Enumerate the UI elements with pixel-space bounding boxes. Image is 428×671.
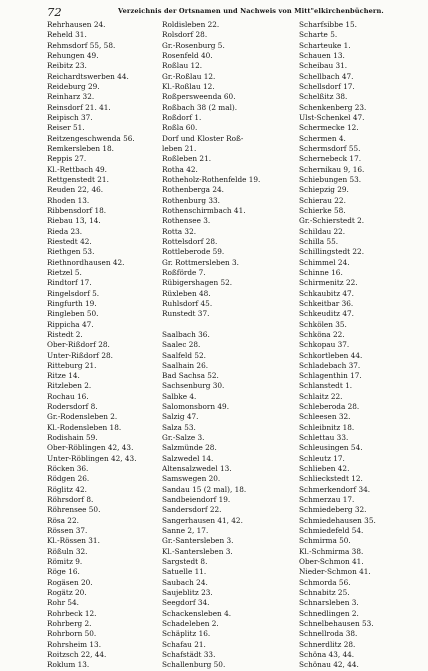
index-entry: Kl.-Schmirma 38. xyxy=(299,546,364,556)
index-entry: Rindtorf 17. xyxy=(47,278,92,288)
index-entry: Rohrberg 2. xyxy=(47,619,92,629)
index-entry: Schlettau 33. xyxy=(299,433,349,443)
index-entry: Rottleberode 59. xyxy=(162,247,225,257)
index-entry: Rippicha 47. xyxy=(47,319,94,329)
index-entry: Sandau 15 (2 mal), 18. xyxy=(162,484,247,494)
index-entry: Schillingstedt 22. xyxy=(299,247,365,257)
index-entry: Rettgenstedt 21. xyxy=(47,174,109,184)
index-entry: Rehungen 49. xyxy=(47,50,99,60)
index-entry: Rolsdorf 28. xyxy=(162,30,208,40)
index-entry: Schlieckstedt 12. xyxy=(299,474,363,484)
index-entry: Rhoden 13. xyxy=(47,195,90,205)
index-entry: Ristedt 2. xyxy=(47,329,83,339)
index-entry: Schnellroda 38. xyxy=(299,629,358,639)
index-entry: Schermen 4. xyxy=(299,133,346,143)
index-entry: Röge 16. xyxy=(47,567,80,577)
index-entry: Rogäsen 20. xyxy=(47,577,93,587)
index-entry: Schöna 43, 44. xyxy=(299,650,355,660)
index-entry: Kl.-Santersleben 3. xyxy=(162,546,233,556)
index-entry: Salomonsborn 49. xyxy=(162,402,230,412)
index-entry: Ober-Röblingen 42, 43. xyxy=(47,443,134,453)
index-entry: Schernikau 9, 16. xyxy=(299,164,365,174)
index-entry: Rotheholz-Rothenfelde 19. xyxy=(162,174,261,184)
index-entry: Schköna 22. xyxy=(299,329,345,339)
index-entry: Rübigershagen 52. xyxy=(162,278,233,288)
index-entry: Schildau 22. xyxy=(299,226,346,236)
index-entry: Kl.-Roßlau 12. xyxy=(162,81,215,91)
index-entry: Ritze 14. xyxy=(47,371,80,381)
index-entry: Schelßitz 38. xyxy=(299,92,348,102)
index-entry: Saubach 24. xyxy=(162,577,208,587)
index-columns xyxy=(47,20,399,670)
index-entry: Schleesen 32. xyxy=(299,412,351,422)
index-column-2 xyxy=(162,20,287,671)
index-entry: Schleutz 17. xyxy=(299,453,345,463)
index-entry: Rösa 22. xyxy=(47,515,79,525)
index-entry: Reichardtswerben 44. xyxy=(47,71,129,81)
index-entry: Ribbensdorf 18. xyxy=(47,205,107,215)
index-entry: Schmerkendorf 34. xyxy=(299,484,371,494)
index-entry: Satuelle 11. xyxy=(162,567,207,577)
index-entry: Reitzengeschwenda 56. xyxy=(47,133,135,143)
index-entry: Schackensleben 4. xyxy=(162,608,232,618)
index-entry: Schkaubitz 47. xyxy=(299,288,354,298)
index-entry: Schkeuditz 47. xyxy=(299,309,354,319)
index-entry: Schilla 55. xyxy=(299,236,339,246)
index-entry: Ruhlsdorf 45. xyxy=(162,298,213,308)
index-entry: Ober-Schmon 41. xyxy=(299,557,364,567)
index-entry: Schlieben 42. xyxy=(299,464,350,474)
index-entry: Schirmenitz 22. xyxy=(299,278,358,288)
index-entry: Röhrsdorf 8. xyxy=(47,495,94,505)
index-entry: Schmerzau 17. xyxy=(299,495,355,505)
index-entry: Ringelsdorf 5. xyxy=(47,288,100,298)
index-entry: Scharteuke 1. xyxy=(299,40,351,50)
index-entry: Gr.-Roßlau 12. xyxy=(162,71,216,81)
index-entry: Ringfurth 19. xyxy=(47,298,97,308)
index-entry: Roklum 13. xyxy=(47,660,90,670)
index-entry: Rothenberga 24. xyxy=(162,185,224,195)
index-entry: Scheibau 31. xyxy=(299,61,348,71)
index-entry: Rödgen 26. xyxy=(47,474,90,484)
index-entry: Sangerhausen 41, 42. xyxy=(162,515,243,525)
index-entry: Samswegen 20. xyxy=(162,474,221,484)
index-entry: Schäplitz 16. xyxy=(162,629,211,639)
index-entry: Rössen 37. xyxy=(47,526,88,536)
index-entry: Roßla 60. xyxy=(162,123,198,133)
index-entry: Riethgen 53. xyxy=(47,247,95,257)
page-number: 72 xyxy=(47,5,62,19)
index-entry: Kl.-Rettbach 49. xyxy=(47,164,107,174)
index-entry: Roßleben 21. xyxy=(162,154,212,164)
index-entry: Salzmünde 28. xyxy=(162,443,217,453)
index-entry: Roßdorf 1. xyxy=(162,112,202,122)
index-entry: Seegdorf 34. xyxy=(162,598,210,608)
index-entry: Reipisch 37. xyxy=(47,112,93,122)
index-entry: Rosenfeld 40. xyxy=(162,50,213,60)
index-entry: Schallenburg 50. xyxy=(162,660,226,670)
index-entry: Schauen 13. xyxy=(299,50,345,60)
index-entry: Sandersdorf 22. xyxy=(162,505,222,515)
index-entry: Schmirma 50. xyxy=(299,536,351,546)
index-entry: Schmorda 56. xyxy=(299,577,351,587)
index-entry: Gr.-Salze 3. xyxy=(162,433,205,443)
index-entry: Schermecke 12. xyxy=(299,123,359,133)
index-entry: Rodishain 59. xyxy=(47,433,98,443)
index-entry: Schleberoda 28. xyxy=(299,402,360,412)
index-entry: Gr.-Schierstedt 2. xyxy=(299,216,365,226)
index-entry: Rohrbeck 12. xyxy=(47,608,97,618)
index-entry: Saalfeld 52. xyxy=(162,350,206,360)
index-entry: Saalhain 26. xyxy=(162,360,209,370)
index-entry: Rodersdorf 8. xyxy=(47,402,98,412)
index-entry: Roitzsch 22, 44. xyxy=(47,650,107,660)
index-entry: Schinne 16. xyxy=(299,267,343,277)
index-entry: Schlagenthin 17. xyxy=(299,371,362,381)
index-entry: Roßpersweenda 60. xyxy=(162,92,236,102)
index-entry: Unter-Rißdorf 28. xyxy=(47,350,113,360)
index-entry: Rottelsdorf 28. xyxy=(162,236,218,246)
index-entry: Runstedt 37. xyxy=(162,309,210,319)
index-entry: Salzwedel 14. xyxy=(162,453,214,463)
index-entry: Salbke 4. xyxy=(162,391,197,401)
index-entry: Reideburg 29. xyxy=(47,81,100,91)
index-entry: Schkeitbar 36. xyxy=(299,298,354,308)
index-entry: Schmiedefeld 54. xyxy=(299,526,364,536)
index-entry: Riethnordhausen 42. xyxy=(47,257,125,267)
index-entry: Salzig 47. xyxy=(162,412,199,422)
index-entry: leben 21. xyxy=(162,143,197,153)
index-entry: Reuden 22, 46. xyxy=(47,185,104,195)
index-entry: Rothensee 3. xyxy=(162,216,211,226)
index-entry: Roldisleben 22. xyxy=(162,20,220,29)
running-head: Verzeichnis der Ortsnamen und Nachweis von Mitt"elkirchenbüchern. xyxy=(118,7,384,15)
index-entry: Unter-Röblingen 42, 43. xyxy=(47,453,137,463)
index-entry: Salza 53. xyxy=(162,422,196,432)
index-entry: Reppis 27. xyxy=(47,154,87,164)
index-entry: Schierau 22. xyxy=(299,195,346,205)
index-entry: Nieder-Schmon 41. xyxy=(299,567,371,577)
index-entry: Gr.-Santersleben 3. xyxy=(162,536,234,546)
index-entry: Schladebach 37. xyxy=(299,360,361,370)
index-entry: Schnarsleben 3. xyxy=(299,598,359,608)
index-entry: Rehrhausen 24. xyxy=(47,20,106,29)
index-entry: Rieda 23. xyxy=(47,226,83,236)
index-entry: Reiser 51. xyxy=(47,123,85,133)
index-entry: Ringleben 50. xyxy=(47,309,99,319)
index-entry: Riestedt 42. xyxy=(47,236,92,246)
index-entry: Sandbeiendorf 19. xyxy=(162,495,231,505)
index-entry: Schönau 42, 44. xyxy=(299,660,359,670)
index-entry: Schnabitz 25. xyxy=(299,588,350,598)
index-entry: Rüxleben 48. xyxy=(162,288,211,298)
index-entry: Roßförde 7. xyxy=(162,267,206,277)
index-entry: Schierke 58. xyxy=(299,205,346,215)
index-entry: Schnerdlitz 28. xyxy=(299,639,356,649)
index-entry: Schmiedeberg 32. xyxy=(299,505,367,515)
index-entry: Remkersleben 18. xyxy=(47,143,114,153)
index-entry: Reibitz 23. xyxy=(47,61,87,71)
index-entry: Schimmel 24. xyxy=(299,257,350,267)
index-entry: Schleibnitz 18. xyxy=(299,422,355,432)
index-entry: Scharte 5. xyxy=(299,30,338,40)
index-entry: Schermsdorf 55. xyxy=(299,143,361,153)
index-entry: Röhrensee 50. xyxy=(47,505,101,515)
index-entry: Reinsdorf 21. 41. xyxy=(47,102,111,112)
index-entry: Ober-Rißdorf 28. xyxy=(47,340,110,350)
index-entry: Roßbach 38 (2 mal). xyxy=(162,102,238,112)
index-entry: Riebau 13, 14. xyxy=(47,216,101,226)
index-entry: Ritzleben 2. xyxy=(47,381,92,391)
index-entry: Rohr 54. xyxy=(47,598,79,608)
index-entry: Rochau 16. xyxy=(47,391,89,401)
section-gap xyxy=(162,320,287,330)
index-entry: Rogätz 20. xyxy=(47,588,87,598)
index-entry: Rotta 32. xyxy=(162,226,197,236)
index-entry: Schiebungen 53. xyxy=(299,174,362,184)
index-entry: Schafstädt 33. xyxy=(162,650,216,660)
index-entry: Gr.-Rodensleben 2. xyxy=(47,412,118,422)
index-entry: Schmiedehausen 35. xyxy=(299,515,376,525)
index-entry: Sanne 2, 17. xyxy=(162,526,209,536)
index-entry: Gr. Rottmersleben 3. xyxy=(162,257,239,267)
index-entry: Rößuln 32. xyxy=(47,546,88,556)
index-entry: Reheld 31. xyxy=(47,30,87,40)
index-entry: Rietzel 5. xyxy=(47,267,82,277)
index-entry: Schkölen 35. xyxy=(299,319,347,329)
index-entry: Gr.-Rosenburg 5. xyxy=(162,40,225,50)
index-entry: Schleusingen 54. xyxy=(299,443,363,453)
index-entry: Schafau 21. xyxy=(162,639,206,649)
index-entry: Saalbach 36. xyxy=(162,329,210,339)
index-entry: Schkopau 37. xyxy=(299,340,350,350)
index-entry: Schnedlingen 2. xyxy=(299,608,359,618)
index-entry: Schernebeck 17. xyxy=(299,154,362,164)
index-entry: Reinharz 32. xyxy=(47,92,95,102)
index-column-3 xyxy=(299,20,399,671)
index-entry: Saalec 28. xyxy=(162,340,201,350)
index-entry: Rehmsdorf 55, 58. xyxy=(47,40,116,50)
index-entry: Sachsenburg 30. xyxy=(162,381,225,391)
index-entry: Römitz 9. xyxy=(47,557,83,567)
index-entry: Rohrborn 50. xyxy=(47,629,97,639)
index-entry: Schnelbehausen 53. xyxy=(299,619,374,629)
index-entry: Kl.-Rössen 31. xyxy=(47,536,100,546)
index-entry: Roßlau 12. xyxy=(162,61,203,71)
index-entry: Schenkenberg 23. xyxy=(299,102,367,112)
index-entry: Röglitz 42. xyxy=(47,484,87,494)
index-entry: Ulst-Schenkel 47. xyxy=(299,112,365,122)
index-column-1 xyxy=(47,20,157,671)
index-entry: Ritteburg 21. xyxy=(47,360,97,370)
index-entry: Röcken 36. xyxy=(47,464,89,474)
index-entry: Schiepzig 29. xyxy=(299,185,349,195)
index-entry: Rotha 42. xyxy=(162,164,198,174)
index-entry: Schellbach 47. xyxy=(299,71,354,81)
index-entry: Schadeleben 2. xyxy=(162,619,219,629)
index-entry: Kl.-Rodensleben 18. xyxy=(47,422,122,432)
index-entry: Altensalzwedel 13. xyxy=(162,464,232,474)
index-entry: Scharfsibbe 15. xyxy=(299,20,357,29)
index-entry: Sargstedt 8. xyxy=(162,557,208,567)
index-entry: Rothenschirmbach 41. xyxy=(162,205,246,215)
index-entry: Schlanstedt 1. xyxy=(299,381,353,391)
index-entry: Rothenburg 33. xyxy=(162,195,220,205)
index-entry: Bad Sachsa 52. xyxy=(162,371,219,381)
index-entry: Dorf und Kloster Roß- xyxy=(162,133,244,143)
index-entry: Schkortleben 44. xyxy=(299,350,363,360)
index-entry: Schlaitz 22. xyxy=(299,391,343,401)
index-entry: Schellsdorf 17. xyxy=(299,81,355,91)
index-entry: Saujeblitz 23. xyxy=(162,588,213,598)
index-entry: Rohrsheim 13. xyxy=(47,639,102,649)
